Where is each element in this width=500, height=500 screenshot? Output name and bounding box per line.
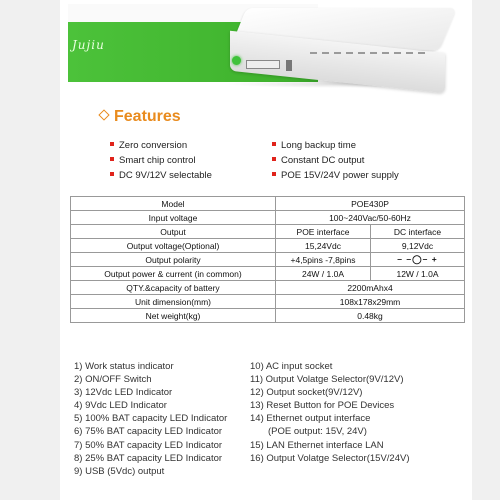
spec-value: POE interface	[276, 225, 371, 239]
bullet-icon	[272, 157, 276, 161]
table-row	[71, 197, 465, 211]
bullet-icon	[110, 142, 114, 146]
spec-label: Input voltage	[71, 211, 276, 225]
table-row	[71, 239, 465, 253]
spec-label: Output polarity	[71, 253, 276, 267]
list-item: (POE output: 15V, 24V)	[268, 426, 367, 438]
device-vent	[358, 52, 365, 54]
feature-text: DC 9V/12V selectable	[119, 170, 212, 181]
feature-text: Constant DC output	[281, 155, 365, 166]
list-item	[110, 138, 212, 153]
spec-label: Unit dimension(mm)	[71, 295, 276, 309]
bullet-icon	[110, 157, 114, 161]
list-item: 11) Output Volatge Selector(9V/12V)	[250, 374, 404, 386]
table-row	[71, 309, 465, 323]
list-item: 8) 25% BAT capacity LED Indicator	[74, 452, 223, 464]
list-item: 4) 9Vdc LED Indicator	[74, 400, 167, 412]
device-vent	[418, 52, 425, 54]
spec-label: Output voltage(Optional)	[71, 239, 276, 253]
list-item: 5) 100% BAT capacity LED Indicator	[74, 413, 228, 425]
features-title-text: Features	[114, 108, 181, 125]
left-margin	[0, 0, 60, 500]
list-item: 6) 75% BAT capacity LED Indicator	[74, 426, 223, 438]
bullet-icon	[272, 172, 276, 176]
polarity-symbol: – –◯– +	[371, 253, 465, 267]
spec-label: Output	[71, 225, 276, 239]
device-vent	[406, 52, 413, 54]
spec-value: 100~240Vac/50-60Hz	[276, 211, 465, 225]
device-vent	[310, 52, 317, 54]
indicator-list-right	[250, 360, 410, 465]
device-vent	[334, 52, 341, 54]
bullet-icon	[272, 142, 276, 146]
device-vent	[394, 52, 401, 54]
list-item: 10) AC input socket	[250, 361, 333, 372]
product-sheet	[60, 0, 472, 500]
feature-text: Smart chip control	[119, 155, 196, 166]
list-item: 16) Output Volatge Selector(15V/24V)	[250, 452, 410, 464]
list-item: 7) 50% BAT capacity LED Indicator	[74, 439, 223, 451]
device-vent	[382, 52, 389, 54]
list-item: 12) Output socket(9V/12V)	[250, 387, 363, 399]
device-vent	[370, 52, 377, 54]
spec-value: 9,12Vdc	[371, 239, 465, 253]
spec-value: 2200mAhx4	[276, 281, 465, 295]
spec-value: 12W / 1.0A	[371, 267, 465, 281]
spec-value: 108x178x29mm	[276, 295, 465, 309]
table-row	[71, 211, 465, 225]
spec-label: QTY.&capacity of battery	[71, 281, 276, 295]
list-item: 13) Reset Button for POE Devices	[250, 400, 395, 412]
list-item: 3) 12Vdc LED Indicator	[74, 387, 173, 399]
spec-value: DC interface	[371, 225, 465, 239]
list-item: 15) LAN Ethernet interface LAN	[250, 439, 384, 451]
list-item	[110, 168, 212, 183]
features-heading	[100, 108, 181, 126]
list-item: 14) Ethernet output interface	[250, 413, 371, 425]
list-item	[272, 153, 399, 168]
spec-value: POE430P	[276, 197, 465, 211]
spec-label: Output power & current (in common)	[71, 267, 276, 281]
indicator-list-left	[74, 360, 227, 478]
features-list-right	[272, 138, 399, 183]
diamond-icon	[98, 109, 109, 120]
device-port	[286, 60, 292, 71]
list-item	[110, 153, 212, 168]
device-vent	[322, 52, 329, 54]
spec-table	[70, 196, 465, 323]
spec-label: Net weight(kg)	[71, 309, 276, 323]
right-margin	[472, 0, 500, 500]
spec-value: 15,24Vdc	[276, 239, 371, 253]
features-list-left	[110, 138, 212, 183]
feature-text: Zero conversion	[119, 140, 188, 151]
device-vent	[346, 52, 353, 54]
list-item: 1) Work status indicator	[74, 361, 174, 372]
table-row	[71, 295, 465, 309]
spec-value: 0.48kg	[276, 309, 465, 323]
spec-value: 24W / 1.0A	[276, 267, 371, 281]
brand-script-logo: Jujiu	[72, 38, 105, 52]
spec-label: Model	[71, 197, 276, 211]
power-led-icon	[232, 56, 241, 65]
table-row	[71, 225, 465, 239]
hero-banner	[60, 0, 472, 92]
feature-text: Long backup time	[281, 140, 356, 151]
table-row	[71, 281, 465, 295]
list-item	[272, 168, 399, 183]
bullet-icon	[110, 172, 114, 176]
spec-value: +4,5pins -7,8pins	[276, 253, 371, 267]
device-led-panel	[246, 60, 280, 69]
table-row	[71, 267, 465, 281]
list-item: 9) USB (5Vdc) output	[74, 465, 165, 477]
list-item: 2) ON/OFF Switch	[74, 374, 152, 386]
feature-text: POE 15V/24V power supply	[281, 170, 399, 181]
list-item	[272, 138, 399, 153]
table-row	[71, 253, 465, 267]
